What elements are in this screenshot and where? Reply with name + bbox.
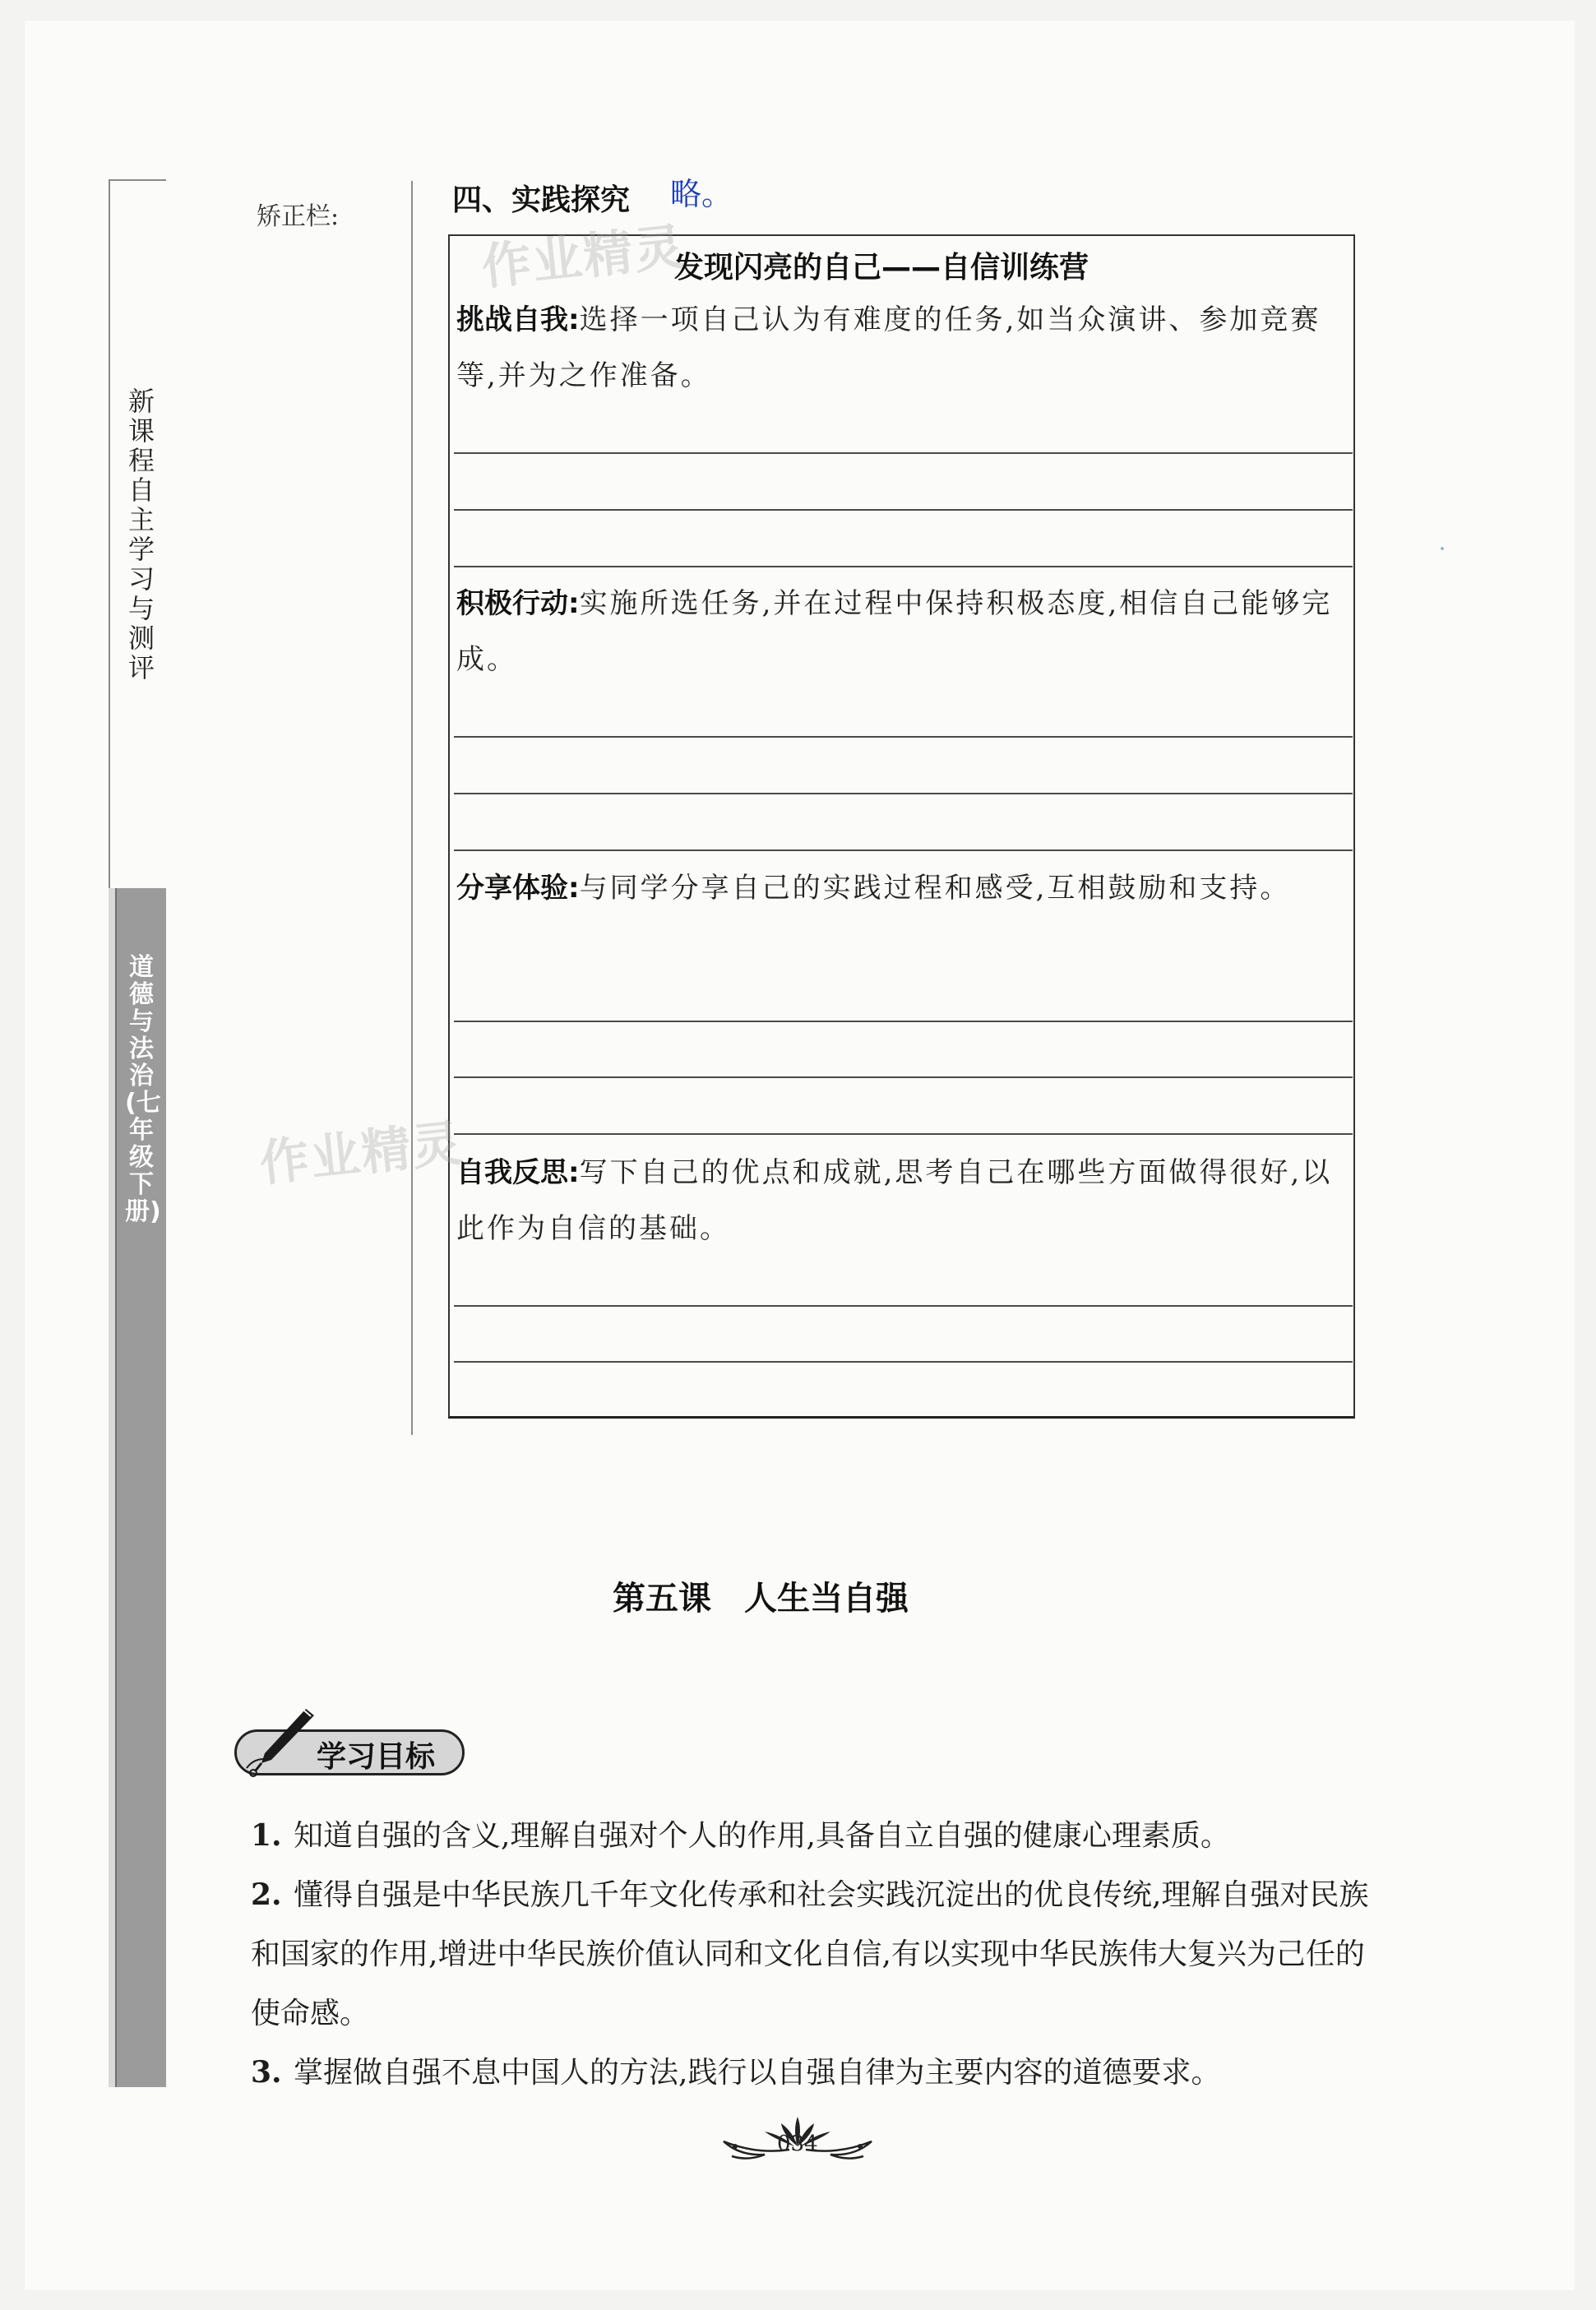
lesson-title: 第五课 人生当自强 [613,1580,909,1618]
answer-line[interactable] [454,849,1353,851]
task-action [456,576,1353,687]
side-strip-shade [109,888,115,2087]
page-number: 034 [777,2132,818,2156]
section-heading: 四、实践探究 [452,183,631,217]
task-reflect [456,1145,1353,1257]
pen-icon [238,1702,321,1780]
objective-item [251,1865,1369,2044]
answer-line[interactable] [454,509,1353,511]
task-challenge [456,292,1353,404]
objective-number: 2. [251,1877,282,1912]
objectives-heading: 学习目标 [317,1740,436,1774]
task-text: 与同学分享自己的实践过程和感受,互相鼓励和支持。 [579,872,1291,905]
answer-line[interactable] [454,1133,1353,1135]
task-label: 分享体验: [456,872,580,905]
task-text: 写下自己的优点和成就,思考自己在哪些方面做得很好,以此作为自信的基础。 [456,1156,1333,1245]
answer-line[interactable] [454,1361,1353,1363]
correction-column-label: 矫正栏: [257,202,340,231]
correction-column-divider [411,181,413,1435]
task-text: 选择一项自己认为有难度的任务,如当众演讲、参加竞赛等,并为之作准备。 [456,303,1321,392]
watermark: 作业精灵 [479,218,688,297]
subject-title: 道德与法治(七年级下册) [125,953,161,1226]
objective-text: 知道自强的含义,理解自强对个人的作用,具备自立自强的健康心理素质。 [294,1819,1230,1853]
objective-item [251,1806,1369,1866]
answer-line[interactable] [454,1021,1353,1022]
task-share [456,860,1353,916]
objective-text: 懂得自强是中华民族几千年文化传承和社会实践沉淀出的优良传统,理解自强对民族和国家的作用,增进中华民族价值认同和文化自信,有以实现中华民族伟大复兴为己任的使命感。 [251,1878,1369,2030]
answer-line[interactable] [454,566,1353,567]
task-label: 挑战自我: [456,303,580,336]
book-series-title: 新课程自主学习与测评 [127,386,155,683]
objective-item [251,2043,1369,2103]
answer-line[interactable] [454,452,1353,454]
task-label: 积极行动: [456,587,580,620]
objective-number: 1. [251,1818,282,1853]
task-label: 自我反思: [456,1156,580,1189]
answer-line[interactable] [454,1305,1353,1307]
answer-line[interactable] [454,793,1353,794]
objective-number: 3. [251,2055,282,2090]
handwritten-answer: 略。 [670,176,733,212]
scan-speck [1441,547,1444,550]
task-text: 实施所选任务,并在过程中保持积极态度,相信自己能够完成。 [456,587,1333,676]
activity-title: 发现闪亮的自己——自信训练营 [674,251,1089,285]
objective-text: 掌握做自强不息中国人的方法,践行以自强自律为主要内容的道德要求。 [294,2056,1221,2090]
answer-line[interactable] [454,1076,1353,1078]
watermark: 作业精灵 [257,1114,466,1193]
answer-line[interactable] [454,736,1353,738]
